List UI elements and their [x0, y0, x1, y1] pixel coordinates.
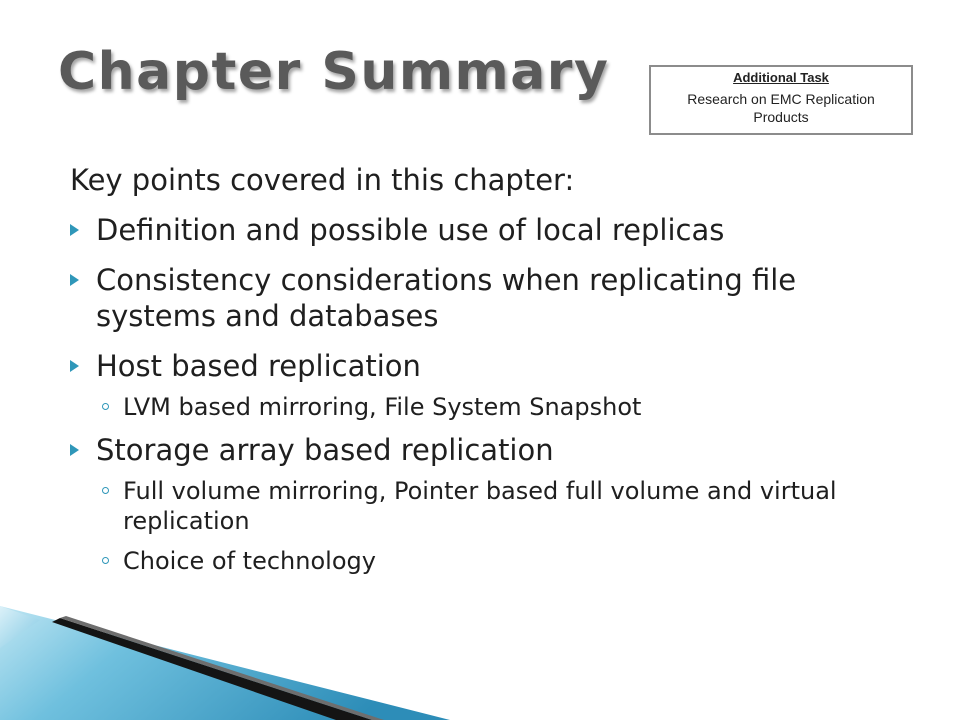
ring-bullet-icon: [102, 557, 109, 564]
sub-bullet-text: LVM based mirroring, File System Snapshot: [123, 393, 642, 421]
sub-bullet-item: [70, 476, 890, 536]
additional-task-heading: Additional Task: [733, 70, 829, 85]
ring-bullet-icon: [102, 487, 109, 494]
arrow-bullet-icon: [70, 224, 79, 236]
bullet-text: Definition and possible use of local replicas: [96, 213, 725, 247]
slide-title: Chapter Summary: [58, 42, 610, 102]
arrow-bullet-icon: [70, 274, 79, 286]
bullet-item: [70, 212, 890, 248]
sub-bullet-text: Choice of technology: [123, 547, 376, 575]
additional-task-box: [649, 65, 913, 135]
bullet-text: Storage array based replication: [96, 433, 554, 467]
intro-text: Key points covered in this chapter:: [70, 163, 575, 197]
sub-bullet-item: [70, 546, 890, 576]
bullet-item: [70, 348, 890, 384]
arrow-bullet-icon: [70, 360, 79, 372]
decorative-swoosh: [0, 600, 960, 720]
additional-task-text: Research on EMC Replication Products: [687, 91, 875, 125]
sub-bullet-item: [70, 392, 890, 422]
ring-bullet-icon: [102, 403, 109, 410]
bullet-text: Consistency considerations when replicating file systems and databases: [96, 263, 797, 333]
bullet-item: [70, 262, 890, 334]
bullet-text: Host based replication: [96, 349, 421, 383]
slide-content: [70, 162, 890, 586]
sub-bullet-text: Full volume mirroring, Pointer based full volume and virtual replication: [123, 477, 837, 535]
arrow-bullet-icon: [70, 444, 79, 456]
bullet-item: [70, 432, 890, 468]
